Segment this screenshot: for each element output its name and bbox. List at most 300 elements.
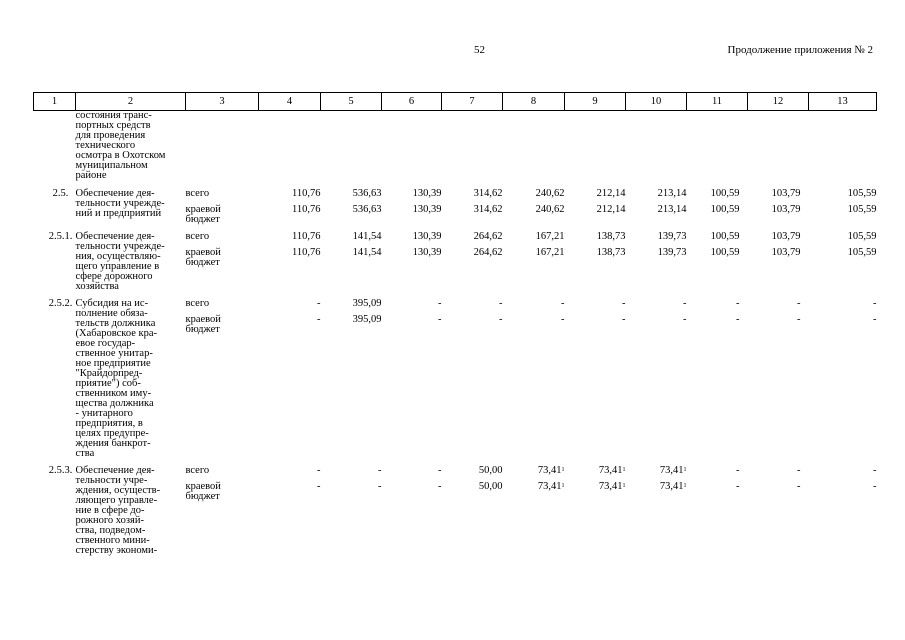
value-cell [259,189,321,225]
value-entry [442,189,503,199]
row-name-line: тельности учре- [75,475,148,486]
value-cell [259,232,321,292]
row-name-line: портных средств [75,120,151,131]
value-entry [565,248,626,258]
value-entry [321,299,382,309]
value-entry [748,299,801,309]
row-name-line: ждения банкрот- [75,438,151,449]
value-cell [442,466,503,556]
value-cell [748,299,809,459]
value-text: - [683,298,687,309]
column-header: 12 [748,93,809,111]
value-text: 105,59 [847,231,877,242]
value-entry [442,205,503,215]
value-entry [382,315,442,325]
footnote-mark: 1 [622,467,626,473]
value-entry [748,189,801,199]
value-text: 73,41 [659,481,684,492]
value-text: - [317,314,321,325]
value-entry [259,189,321,199]
value-cell [503,299,565,459]
value-entry [687,299,740,309]
row-spacer [34,181,877,189]
value-text: 105,59 [847,188,877,199]
column-header: 4 [259,93,321,111]
value-text: 103,79 [771,247,801,258]
value-text: 264,62 [473,247,503,258]
value-cell [626,189,687,225]
row-number: 2.5.1. [48,231,73,242]
value-text: 536,63 [352,188,382,199]
value-text: - [378,465,382,476]
value-cell [503,466,565,556]
value-entry [809,315,877,325]
value-cell [503,189,565,225]
value-entry [565,315,626,325]
continuation-caption: Продолжение приложения № 2 [727,44,873,56]
row-name-line: ственного мини- [75,535,150,546]
value-cell [565,232,626,292]
value-entry [748,482,801,492]
value-entry [321,189,382,199]
value-text: 130,39 [412,188,442,199]
value-cell [259,299,321,459]
value-cell [626,299,687,459]
value-cell [626,466,687,556]
value-text: - [683,314,687,325]
footnote-mark: 1 [561,467,565,473]
value-entry [748,466,801,476]
value-text: - [873,481,877,492]
value-text: - [736,481,740,492]
value-text: - [622,314,626,325]
row-name-line: ственником иму- [75,388,152,399]
value-text: 110,76 [292,188,321,199]
value-entry [442,299,503,309]
value-cell [382,232,442,292]
value-entry [503,248,565,258]
value-text: 167,21 [535,247,565,258]
value-entry [382,205,442,215]
value-text: - [736,465,740,476]
value-text: 105,59 [847,204,877,215]
value-entry [809,232,877,242]
value-text: 536,63 [352,204,382,215]
value-text: 314,62 [473,188,503,199]
value-entry [442,315,503,325]
column-header: 10 [626,93,687,111]
column-header: 13 [809,93,877,111]
value-cell [748,189,809,225]
row-name-line: Обеспечение дея- [75,188,155,199]
value-cell [321,466,382,556]
value-text: - [736,298,740,309]
row-name-line: районе [75,170,107,181]
row-name-line: щества должника [75,398,154,409]
value-text: 212,14 [596,204,626,215]
row-name-line: тельств должника [75,318,156,329]
row-name-line: тельности учрежде- [75,198,165,209]
value-text: 73,41 [537,481,562,492]
row-name [76,299,186,459]
row-name-line: приятие") соб- [75,378,141,389]
value-text: 240,62 [535,188,565,199]
row-name-line: тельности учрежде- [75,241,165,252]
value-text: 139,73 [657,231,687,242]
value-entry [687,189,740,199]
value-entry [259,482,321,492]
value-entry [382,248,442,258]
row-name-line: Субсидия на ис- [75,298,149,309]
funding-type-line: краевой [185,247,221,258]
value-entry [809,205,877,215]
row-number: 2.5.3. [48,465,73,476]
value-text: 73,41 [537,465,562,476]
value-text: 100,59 [710,204,740,215]
row-name-line: технического [75,140,136,151]
row-name-line: состояния транс- [75,110,152,121]
value-cell [687,189,748,225]
value-text: 395,09 [352,314,382,325]
value-text: - [438,481,442,492]
row-name-line: Обеспечение дея- [75,231,155,242]
funding-type [186,189,259,225]
value-text: 110,76 [292,231,321,242]
value-entry [687,315,740,325]
value-text: - [317,481,321,492]
value-entry [259,466,321,476]
value-text: 103,79 [771,231,801,242]
value-entry [687,482,740,492]
value-entry [748,248,801,258]
table-row [34,466,877,556]
value-text: - [499,298,503,309]
value-entry [321,315,382,325]
row-name-line: осмотра в Охотском [75,150,166,161]
value-text: 130,39 [412,247,442,258]
value-text: - [561,298,565,309]
value-text: 50,00 [478,481,503,492]
value-entry [565,232,626,242]
value-cell [748,111,809,182]
value-entry [259,299,321,309]
value-cell [687,232,748,292]
footnote-mark: 1 [683,483,687,489]
row-name-line: ства, подведом- [75,525,146,536]
value-cell [442,299,503,459]
header-row [34,93,877,111]
value-text: 314,62 [473,204,503,215]
value-entry [626,232,687,242]
row-number: 2.5.2. [48,298,73,309]
value-entry [809,482,877,492]
value-text: - [438,314,442,325]
value-entry [321,232,382,242]
row-spacer [34,459,877,466]
value-text: 240,62 [535,204,565,215]
row-name [76,466,186,556]
value-cell [442,189,503,225]
value-text: 100,59 [710,231,740,242]
table-row [34,111,877,182]
value-cell [748,232,809,292]
value-entry [259,205,321,215]
column-header: 6 [382,93,442,111]
value-cell [809,189,877,225]
value-cell [259,111,321,182]
value-text: - [797,314,801,325]
row-name-line: (Хабаровское кра- [75,328,158,339]
row-name-line: ное предприятие [75,358,151,369]
value-entry [442,466,503,476]
value-text: 167,21 [535,231,565,242]
value-entry [321,466,382,476]
row-name-line: "Крайдорпред- [75,368,143,379]
value-text: 73,41 [598,481,623,492]
row-number [34,111,76,182]
value-cell [565,111,626,182]
value-cell [626,232,687,292]
value-text: 264,62 [473,231,503,242]
value-cell [321,299,382,459]
value-text: - [736,314,740,325]
funding-type [186,232,259,292]
value-text: - [797,298,801,309]
row-name-line: для проведения [75,130,146,141]
value-entry [748,315,801,325]
value-text: - [499,314,503,325]
value-entry [503,189,565,199]
value-text: 105,59 [847,247,877,258]
row-name-line: стерству экономи- [75,545,158,556]
funding-type-line: краевой [185,314,221,325]
funding-type-line: всего [185,465,210,476]
value-text: 103,79 [771,188,801,199]
funding-type-line: всего [185,188,210,199]
value-entry [626,466,687,476]
value-text: - [873,314,877,325]
column-header: 9 [565,93,626,111]
funding-type-line: краевой [185,204,221,215]
value-entry [259,248,321,258]
value-entry [503,299,565,309]
value-cell [809,299,877,459]
value-cell [382,111,442,182]
row-name-line: хозяйства [75,281,119,292]
value-cell [626,111,687,182]
value-entry [442,482,503,492]
value-text: - [797,465,801,476]
value-entry [321,248,382,258]
row-name-line: ляющего управле- [75,495,158,506]
value-text: 73,41 [659,465,684,476]
row-number: 2.5. [52,188,69,199]
row-name-line: ний и предприятий [75,208,162,219]
column-header: 7 [442,93,503,111]
value-cell [687,299,748,459]
row-name-line: целях предупре- [75,428,149,439]
value-entry [503,205,565,215]
value-entry [503,466,565,476]
row-name-line: евое государ- [75,338,136,349]
value-entry [748,232,801,242]
value-text: - [873,465,877,476]
value-entry [809,299,877,309]
value-text: 141,54 [352,231,382,242]
table-row [34,299,877,459]
value-entry [565,189,626,199]
value-cell [382,189,442,225]
row-name-line: рожного хозяй- [75,515,144,526]
value-text: 130,39 [412,231,442,242]
funding-type-line: всего [185,231,210,242]
value-entry [626,299,687,309]
value-entry [687,232,740,242]
value-entry [382,189,442,199]
column-header: 1 [34,93,76,111]
value-entry [809,466,877,476]
value-cell [565,189,626,225]
row-name [76,232,186,292]
value-text: 100,59 [710,247,740,258]
value-entry [565,466,626,476]
value-text: 73,41 [598,465,623,476]
value-entry [626,248,687,258]
funding-type-line: бюджет [185,257,220,268]
row-name-line: - унитарного [75,408,133,419]
funding-type [186,299,259,459]
row-name-line: муниципальном [75,160,148,171]
value-cell [382,466,442,556]
value-text: - [438,465,442,476]
value-cell [748,466,809,556]
column-header: 3 [186,93,259,111]
row-name-line: ства [75,448,95,459]
value-text: 110,76 [292,204,321,215]
funding-type-line: бюджет [185,324,220,335]
row-name-line: ственное унитар- [75,348,153,359]
value-entry [442,248,503,258]
value-cell [687,111,748,182]
value-text: - [438,298,442,309]
row-spacer [34,292,877,299]
value-text: 138,73 [596,231,626,242]
value-cell [321,189,382,225]
value-entry [626,189,687,199]
row-name-line: Обеспечение дея- [75,465,155,476]
value-entry [748,205,801,215]
row-name [76,189,186,225]
value-text: 213,14 [657,204,687,215]
funding-type [186,466,259,556]
value-entry [687,248,740,258]
footnote-mark: 1 [561,483,565,489]
value-entry [565,205,626,215]
value-cell [321,111,382,182]
value-cell [503,111,565,182]
value-cell [687,466,748,556]
row-name-line: ние в сфере до- [75,505,145,516]
funding-type-line: всего [185,298,210,309]
value-text: - [797,481,801,492]
value-cell [503,232,565,292]
value-entry [321,205,382,215]
value-entry [565,482,626,492]
value-text: 100,59 [710,188,740,199]
value-entry [503,315,565,325]
budget-table [33,92,877,556]
footnote-mark: 1 [683,467,687,473]
value-entry [626,205,687,215]
row-name-line: полнение обяза- [75,308,148,319]
value-entry [382,482,442,492]
value-entry [382,299,442,309]
value-entry [809,189,877,199]
value-entry [259,315,321,325]
value-entry [503,232,565,242]
value-cell [382,299,442,459]
value-text: 212,14 [596,188,626,199]
column-header: 2 [76,93,186,111]
value-cell [565,299,626,459]
row-name-line: ния, осуществляю- [75,251,161,262]
value-text: 141,54 [352,247,382,258]
value-text: 395,09 [352,298,382,309]
value-cell [809,466,877,556]
funding-type [186,111,259,182]
row-name-line: щего управление в [75,261,160,272]
value-cell [321,232,382,292]
value-entry [626,482,687,492]
value-text: 138,73 [596,247,626,258]
value-text: 110,76 [292,247,321,258]
value-text: - [873,298,877,309]
value-text: - [561,314,565,325]
column-header: 5 [321,93,382,111]
value-text: - [317,465,321,476]
row-name-line: сфере дорожного [75,271,153,282]
value-entry [382,466,442,476]
value-entry [687,466,740,476]
value-entry [382,232,442,242]
row-spacer [34,225,877,232]
footnote-mark: 1 [622,483,626,489]
row-name [76,111,186,182]
value-text: 130,39 [412,204,442,215]
column-header: 11 [687,93,748,111]
value-entry [321,482,382,492]
funding-type-line: бюджет [185,214,220,225]
value-entry [809,248,877,258]
value-text: - [317,298,321,309]
table-row [34,189,877,225]
value-cell [259,466,321,556]
value-text: 139,73 [657,247,687,258]
value-text: - [378,481,382,492]
value-cell [565,466,626,556]
value-text: 213,14 [657,188,687,199]
page-number: 52 [474,44,485,56]
row-name-line: предприятия, в [75,418,143,429]
row-name-line: ждения, осуществ- [75,485,161,496]
value-text: - [622,298,626,309]
column-header: 8 [503,93,565,111]
value-text: 50,00 [478,465,503,476]
value-entry [626,315,687,325]
value-entry [259,232,321,242]
value-entry [687,205,740,215]
value-entry [442,232,503,242]
